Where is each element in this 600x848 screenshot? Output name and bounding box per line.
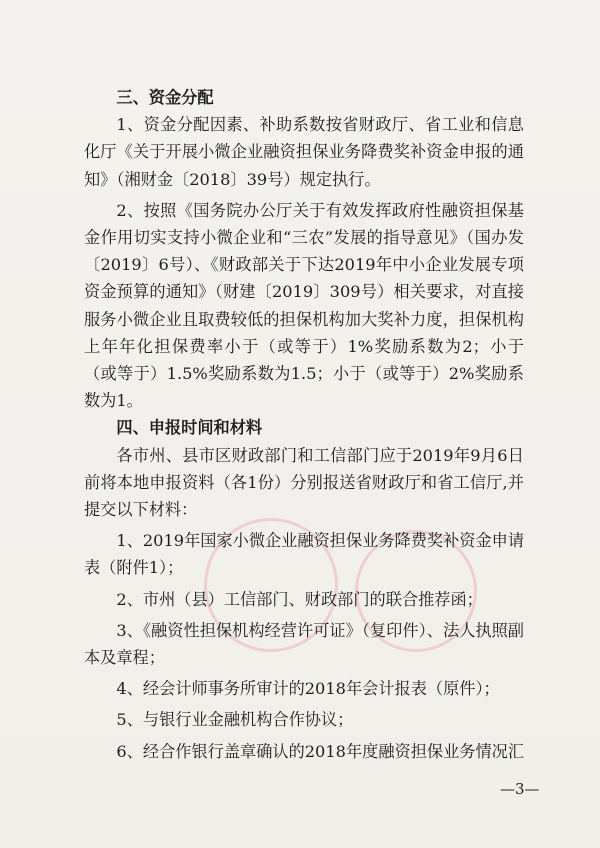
- section-heading: 三、资金分配: [116, 88, 214, 107]
- list-item: 1、2019年国家小微企业融资担保业务降费奖补资金申请表（附件1）；: [84, 531, 525, 578]
- list-item: 3、《融资性担保机构经营许可证》（复印件）、法人执照副本及章程；: [84, 620, 524, 668]
- list-item: 6、经合作银行盖章确认的2018年度融资担保业务情况汇: [116, 741, 525, 761]
- paragraph: 2、按照《国务院办公厅关于有效发挥政府性融资担保基金作用切实支持小微企业和“三农”发展的指导意见》（国办发〔2019〕6号）、《财政部关于下达2019年中小企业发展专项资金预算的通知》（财建〔2019〕309号）相关要求，对直接服务小微企业且取费较低的担保机构加大奖补力度，担保机构上年年化担保费率小于（或等于）1%奖励系数为2；小于（或等于）1.5%奖励系数为1.5；小于（或等于）2%奖励系数为1。: [84, 200, 524, 411]
- list-item: 4、经会计师事务所审计的2018年会计报表（原件）；: [116, 679, 500, 699]
- paragraph: 1、资金分配因素、补助系数按省财政厅、省工业和信息化厅《关于开展小微企业融资担保业务降费奖补资金申报的通知》（湘财金〔2018〕39号）规定执行。: [84, 115, 524, 189]
- section-heading: 四、申报时间和材料: [116, 418, 263, 438]
- list-item: 2、市州（县）工信部门、财政部门的联合推荐函；: [116, 589, 483, 609]
- list-item: 5、与银行业金融机构合作协议；: [116, 710, 354, 730]
- paragraph: 各市州、县市区财政部门和工信部门应于2019年9月6日前将本地申报资料（各1份）分别报送省财政厅和省工信厅,并提交以下材料：: [84, 445, 524, 520]
- document-body: [84, 84, 524, 765]
- page-number: —3—: [500, 780, 540, 798]
